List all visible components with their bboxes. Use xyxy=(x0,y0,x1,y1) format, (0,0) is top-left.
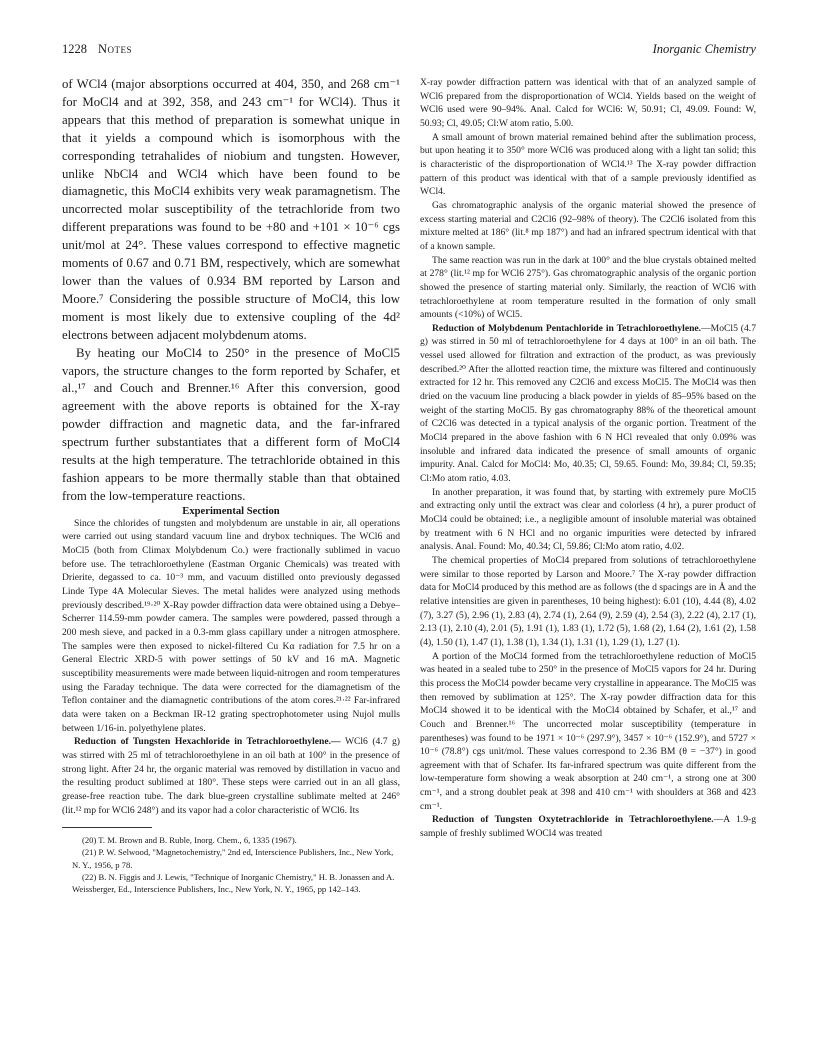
left-column xyxy=(62,76,400,895)
subsection-title: Reduction of Molybdenum Pentachloride in Tetrachloroethylene. xyxy=(432,322,702,334)
paragraph xyxy=(420,813,756,840)
paragraph-text: —MoCl5 (4.7 g) was stirred in 50 ml of tetrachloroethylene for 4 days at 100° in an oil bath. The vessel used allowed for filtration and extraction of the product, as was previously described.²⁰ After the allotted reaction time, the mixture was filtered and continuously extracted for 12 hr. This removed any C2Cl6 and excess MoCl5. The MoCl4 was then dried on the vacuum line producing a black powder in yields of 85–95% based on the weight of the starting MoCl5. By gas chromatography 88% of the theoretical amount of C2Cl6 was detected in a typical analysis of the organic portion. Treatment of the MoCl4 prepared in the above fashion with 6 N HCl revealed that only 0.09% was insoluble and infrared data indicated the presence of small amounts of organic impurity. Anal. Calcd for MoCl4: Mo, 40.35; Cl, 59.65. Found: Mo, 39.84; Cl, 59.35; Cl:Mo atom ratio, 4.03. xyxy=(420,322,756,485)
subsection-title: Reduction of Tungsten Hexachloride in Tetrachloroethylene.— xyxy=(74,736,341,748)
journal-name: Inorganic Chemistry xyxy=(652,42,756,56)
right-column xyxy=(420,76,756,841)
paragraph: The chemical properties of MoCl4 prepared from solutions of tetrachloroethylene were similar to those reported by Larson and Moore.⁷ The X-ray powder diffraction data for MoCl4 produced by this method are as follows (the d spacings are in Å and the relative intensities are given in parentheses, 10 being highest): 6.01 (10), 4.44 (8), 4.02 (7), 3.27 (5), 2.96 (1), 2.83 (4), 2.74 (1), 2.64 (9), 2.59 (4), 2.54 (3), 2.22 (4), 2.17 (1), 2.13 (1), 2.10 (4), 2.01 (5), 1.91 (1), 1.83 (1), 1.72 (5), 1.68 (2), 1.64 (2), 1.61 (2), 1.58 (4), 1.50 (1), 1.47 (1), 1.38 (1), 1.34 (1), 1.31 (1), 1.29 (1), 1.27 (1). xyxy=(420,554,756,648)
paragraph: A small amount of brown material remained behind after the sublimation process, but upon heating it to 350° more WCl6 was produced along with a light tan solid; this is characteristic of the disproportionation of WCl4.¹³ The X-ray powder diffraction pattern of this product was identical with that of a sample previously identified as WCl4. xyxy=(420,131,756,198)
paragraph: A portion of the MoCl4 formed from the tetrachloroethylene reduction of MoCl5 was heated in a sealed tube to 250° in the presence of MoCl5 vapors for 24 hr. During this process the MoCl4 powder became very crystalline in appearance. The MoCl5 was then removed by sublimation at 125°. The X-ray powder diffraction data for this MoCl4 showed it to be identical with the MoCl4 obtained by Schafer, et al.,¹⁷ and Couch and Brenner.¹⁶ The uncorrected molar susceptibility (temperature in parentheses) was found to be 1971 × 10⁻⁶ (297.9°), 3457 × 10⁻⁶ (152.9°), and 5727 × 10⁻⁶ (78.8°) cgs unit/mol. These values correspond to 2.36 BM (θ = −37°) in good agreement with that of Schafer. Its far-infrared spectrum was quite different from the low-temperature form showing a weak absorption at 240 cm⁻¹, a strong one at 300 cm⁻¹, and a strong doublet peak at 398 and 410 cm⁻¹ with shoulders at 368 and 423 cm⁻¹. xyxy=(420,650,756,812)
paragraph: of WCl4 (major absorptions occurred at 404, 350, and 268 cm⁻¹ for MoCl4 and at 392, 358, and 243 cm⁻¹ for WCl4). Thus it appears that this method of preparation is somewhat unique in that it yields a compound which is isomorphous with the corresponding tetrahalides of niobium and tungsten. However, unlike NbCl4 and WCl4 which have been found to be diamagnetic, this MoCl4 exhibits very weak paramagnetism. The uncorrected molar susceptibility of the tetrachloride from two different preparations was found to be +80 and +101 × 10⁻⁶ cgs unit/mol at 24°. These values correspond to effective magnetic moments of 0.67 and 0.71 BM, respectively, which are somewhat lower than the values of 0.934 BM reported by Larson and Moore.⁷ Considering the possible structure of MoCl4, this low moment is most likely due to extensive coupling of the 4d² electrons between adjacent molybdenum atoms. xyxy=(62,77,400,342)
paragraph xyxy=(420,322,756,486)
section-heading: Experimental Section xyxy=(182,505,280,517)
paragraph xyxy=(62,735,400,817)
subsection-title: Reduction of Tungsten Oxytetrachloride in Tetrachloroethylene. xyxy=(432,814,714,826)
paragraph: By heating our MoCl4 to 250° in the presence of MoCl5 vapors, the structure changes to the form reported by Schafer, et al.,¹⁷ and Couch and Brenner.¹⁶ After this conversion, good agreement with the above reports is obtained for the X-ray powder diffraction and magnetic data, and the far-infrared spectrum further substantiates that a different form of MoCl4 results at the high temperature. The tetrachloride obtained in this fashion appears to be more thermally stable than that obtained from the low-temperature reactions. xyxy=(62,345,400,503)
footnote: (20) T. M. Brown and B. Ruble, Inorg. Chem., 6, 1335 (1967). xyxy=(82,835,297,846)
footnote-rule xyxy=(62,827,152,828)
paragraph: X-ray powder diffraction pattern was identical with that of an analyzed sample of WCl6 prepared from the disproportionation of WCl4. Yields based on the weight of WCl6 used were 90–94%. Anal. Calcd for WCl6: W, 50.91; Cl, 49.09. Found: W, 50.93; Cl, 49.05; Cl:W atom ratio, 5.00. xyxy=(420,77,756,129)
footnote: (21) P. W. Selwood, "Magnetochemistry," 2nd ed, Interscience Publishers, Inc., New York, N. Y., 1956, p 78. xyxy=(72,847,394,870)
paragraph-text: WCl6 (4.7 g) was stirred with 25 ml of tetrachloroethylene in an oil bath at 100° in the presence of strong light. After 24 hr, the organic material was removed by distillation in vacuo and the resulting product sublimed at 180°. These steps were carried out in an all glass, grease-free reaction tube. The dark blue-green crystalline sublimate melted at 246° (lit.¹² mp for WCl6 248°) and its vapor had a color characteristic of WCl6. Its xyxy=(62,736,400,816)
section-name: Notes xyxy=(98,42,133,56)
paragraph: The same reaction was run in the dark at 100° and the blue crystals obtained melted at 278° (lit.¹² mp for WCl6 275°). Gas chromatographic analysis of the organic portion showed the presence of starting material only. Similarly, the reaction of WCl6 with tetrachloroethylene at room temperature resulted in the formation of only small amounts (<10%) of WCl5. xyxy=(420,254,756,321)
page-number: 1228 xyxy=(62,42,87,56)
running-header xyxy=(62,42,756,60)
paragraph-text: —A 1.9-g sample of freshly sublimed WOCl4 was treated xyxy=(420,814,756,840)
footnote: (22) B. N. Figgis and J. Lewis, "Technique of Inorganic Chemistry," H. B. Jonassen and A. Weissberger, Ed., Interscience Publishers, Inc., New York, N. Y., 1965, pp 142–143. xyxy=(72,871,395,894)
paragraph: Gas chromatographic analysis of the organic material showed the presence of excess starting material and C2Cl6 (92–98% of theory). The C2Cl6 isolated from this mixture melted at 186° (lit.⁸ mp 187°) and had an infrared spectrum identical with that of a known sample. xyxy=(420,199,756,252)
paragraph: Since the chlorides of tungsten and molybdenum are unstable in air, all operations were carried out using standard vacuum line and drybox techniques. The WCl6 and MoCl5 (both from Climax Molybdenum Co.) were fractionally sublimed in vacuo before use. The tetrachloroethylene (Eastman Organic Chemicals) was treated with Drierite, degassed to ca. 10⁻³ mm, and vacuum distilled onto previously degassed Linde Type 4A Molecular Sieves. The metal halides were analyzed using methods previously described.¹⁹·²⁰ X-Ray powder diffraction data were obtained using a Debye–Scherrer 114.59-mm powder camera. The samples were powdered, passed through a 200 mesh sieve, and packed in a 0.3-mm glass capillary under a nitrogen atmosphere. The samples were then exposed to nickel-filtered Cu Kα radiation for 7.5 hr on a General Electric XRD-5 with power settings of 50 kV and 16 mA. Magnetic susceptibility measurements were made between liquid-nitrogen and room temperatures using the Faraday technique. The data were corrected for the diamagnetism of the Teflon container and the diamagnetic contributions of the atom cores.²¹·²² Far-infrared data were taken on a Beckman IR-12 grating spectrophotometer using Nujol mulls between 1/16-in. polyethylene plates. xyxy=(62,517,400,734)
paragraph: In another preparation, it was found that, by starting with extremely pure MoCl5 and extracting only until the extract was clear and colorless (4 hr), a purer product of MoCl4 could be obtained; i.e., a negligible amount of insoluble material was obtained by treatment with 6 N HCl and no organic impurities were detected by infrared analysis. Anal. Found: Mo, 40.34; Cl, 59.86; Cl:Mo atom ratio, 4.02. xyxy=(420,486,756,553)
